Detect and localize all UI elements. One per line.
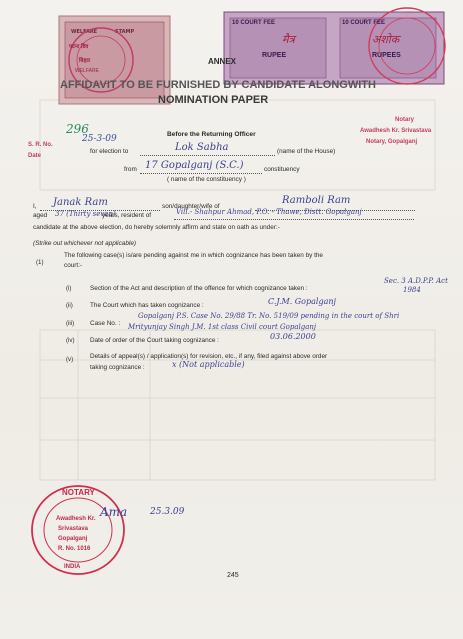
stamp-left-line2: बिहार <box>79 58 91 64</box>
notary-seal-line4: R. No. 1016 <box>58 546 91 552</box>
from-label: from <box>124 166 137 173</box>
sub-i-number: (i) <box>66 285 72 292</box>
serial-number: 296 <box>66 122 89 136</box>
sub-ii-value: C.J.M. Gopalganj <box>268 297 336 306</box>
item-1-text-b: court:- <box>64 262 83 269</box>
notary-seal-bottom: INDIA <box>64 564 81 570</box>
sub-v-number: (v) <box>66 356 74 363</box>
address-line <box>174 219 414 220</box>
age-value: 37 (Thirty seven) <box>55 210 116 218</box>
sr-no-label: S. R. No. <box>28 142 53 148</box>
svg-text:STAMP: STAMP <box>115 29 135 35</box>
sub-i-text: Section of the Act and description of the offence for which cognizance taken : <box>90 285 308 292</box>
notary-seal-line1: Awadhesh Kr. <box>56 516 96 522</box>
sub-i-value-2: 1984 <box>403 286 421 294</box>
for-election-label: for election to <box>90 148 129 155</box>
serial-date: 25-3-09 <box>82 134 117 144</box>
stamp-left-line1: पटना डिव <box>69 44 89 50</box>
sub-iii-number: (iii) <box>66 320 75 327</box>
notary-seal-title: NOTARY <box>62 488 95 497</box>
notary-seal <box>28 478 138 582</box>
constituency-line <box>140 173 262 174</box>
years-resident-label: years, resident of <box>102 212 152 219</box>
sub-v-value: x (Not applicable) <box>172 360 245 369</box>
court-fee-stamp-right <box>222 6 446 86</box>
sub-iii-value-2: Mrityunjay Singh J.M. 1st class Civil court Gopalganj <box>128 323 317 331</box>
strike-out-note: (Strike out whichever not applicable) <box>33 240 137 247</box>
notary-stamp-top-right: Notary <box>395 117 415 123</box>
sub-v-text: Details of appeal(s) / application(s) for revision, etc., if any, filed against above order <box>90 353 328 360</box>
sub-iv-text: Date of order of the Court taking cognizance : <box>90 337 219 344</box>
item-1-number: (1) <box>36 259 44 266</box>
address-value: Vill.- Shahpur Ahmad, P.O. - Thawe, Distt. Gopalganj <box>176 208 362 216</box>
i-label: I, <box>33 203 37 210</box>
stamp-right-rupee-right: RUPEES <box>372 52 401 59</box>
notary-seal-line3: Gopalganj <box>58 536 88 542</box>
sub-v-text-b: taking cognizance : <box>90 364 145 371</box>
stamp-left-line3: WELFARE <box>75 68 99 74</box>
document-title: AFFIDAVIT TO BE FURNISHED BY CANDIDATE ALONGWITH <box>60 79 376 91</box>
stamp-right-fee-right: 10 COURT FEE <box>342 20 386 26</box>
document-title-line2: NOMINATION PAPER <box>158 94 269 106</box>
sub-ii-number: (ii) <box>66 302 73 309</box>
sub-i-value: Sec. 3 A.D.P.P. Act <box>384 277 448 285</box>
item-1-text: The following case(s) is/are pending against me in which cognizance has been taken by the <box>64 252 323 259</box>
stamp-right-rupee-left: RUPEE <box>262 52 287 59</box>
constituency-label: constituency <box>264 166 300 173</box>
stamp-right-hindi-sign2: अशोक <box>372 33 400 46</box>
aged-label: aged <box>33 212 48 219</box>
annexure-label: ANNEX <box>208 57 237 66</box>
name-of-constituency-label: ( name of the constituency ) <box>167 176 246 183</box>
sub-iv-number: (iv) <box>66 337 75 344</box>
house-value: Lok Sabha <box>175 142 229 153</box>
date-label: Date <box>28 153 42 159</box>
notary-stamp-top-right-3: Notary, Gopalganj <box>366 139 418 145</box>
signature-date: 25.3.09 <box>150 507 185 517</box>
candidate-statement: candidate at the above election, do hereby solemnly affirm and state on oath as under:- <box>33 224 280 231</box>
sub-ii-text: The Court which has taken cognizance : <box>90 302 204 309</box>
notary-signature: Ama <box>100 505 128 519</box>
stamp-right-fee-left: 10 COURT FEE <box>232 20 276 26</box>
constituency-value: 17 Gopalganj (S.C.) <box>145 160 244 171</box>
svg-text:WELFARE: WELFARE <box>71 29 98 35</box>
son-daughter-wife-label: son/daughter/wife of <box>162 203 220 210</box>
sub-iii-text: Case No. : <box>90 320 121 327</box>
house-line <box>140 155 275 156</box>
notary-stamp-top-right-2: Awadhesh Kr. Srivastava <box>360 128 432 134</box>
name-of-house-label: (name of the House) <box>277 148 336 155</box>
page-number: 245 <box>227 572 239 579</box>
sub-iii-value: Gopalganj P.S. Case No. 29/88 Tr. No. 519/09 pending in the court of Shri <box>138 312 400 320</box>
stamp-right-hindi-sign: मैत्र <box>282 33 295 46</box>
court-fee-stamp-left <box>57 14 172 106</box>
notary-seal-line2: Srivastava <box>58 526 89 532</box>
candidate-name: Janak Ram <box>53 197 108 208</box>
sub-iv-value: 03.06.2000 <box>270 332 316 341</box>
father-name: Ramboli Ram <box>282 195 351 206</box>
before-returning-officer: Before the Returning Officer <box>167 131 256 138</box>
